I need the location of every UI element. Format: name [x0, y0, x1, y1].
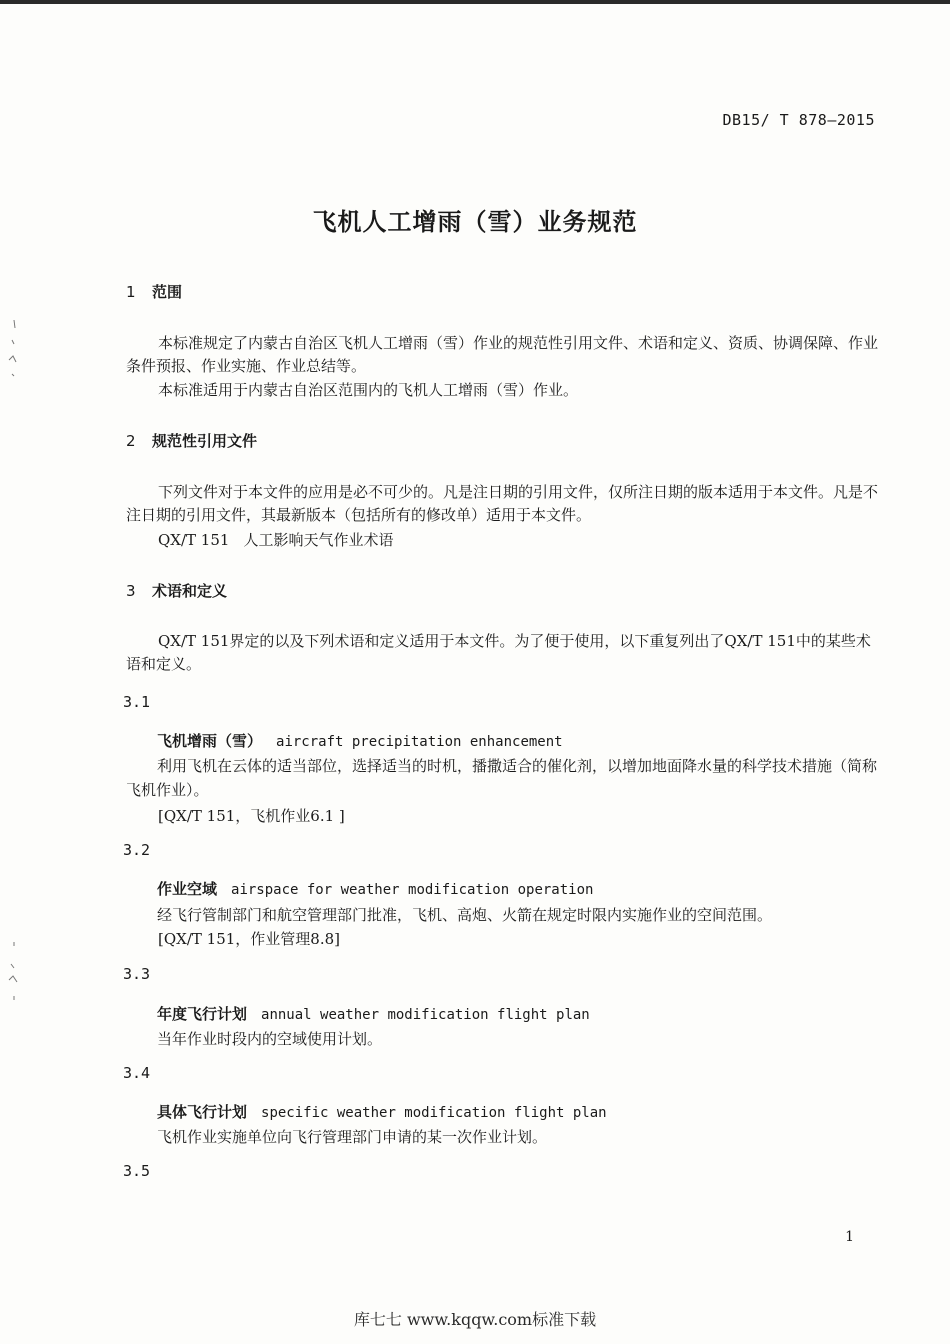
page-title: 飞机人工增雨（雪）业务规范	[312, 208, 638, 236]
term-number: 3.4	[123, 1064, 151, 1082]
paragraph-text: 本标准适用于内蒙古自治区范围内的飞机人工增雨（雪）作业。	[158, 381, 579, 399]
paragraph	[126, 630, 878, 676]
term-definition: 经飞行管制部门和航空管理部门批准，飞机、高炮、火箭在规定时限内实施作业的空间范围。	[157, 906, 773, 924]
term-zh: 作业空域	[157, 880, 218, 898]
page-number: 1	[845, 1229, 854, 1245]
term-number: 3.3	[123, 965, 151, 983]
term-definition: 利用飞机在云体的适当部位，选择适当的时机，播撒适合的催化剂，以增加地面降水量的科学技术措施（简称飞机作业）。	[126, 757, 878, 799]
term-definition: 飞机作业实施单位向飞行管理部门申请的某一次作业计划。	[157, 1128, 548, 1146]
section-number: 3	[126, 582, 136, 600]
term-heading	[157, 1003, 590, 1024]
term-heading	[157, 730, 563, 751]
doc-code: DB15/ T 878—2015	[722, 111, 875, 129]
term-source: [QX/T 151，作业管理8.8]	[158, 930, 340, 948]
term-zh: 年度飞行计划	[157, 1005, 248, 1023]
paragraph-text: 下列文件对于本文件的应用是必不可少的。凡是注日期的引用文件，仅所注日期的版本适用于本文件。凡是不注日期的引用文件，其最新版本（包括所有的修改单）适用于本文件。	[126, 483, 879, 524]
term-heading	[157, 878, 593, 899]
paragraph	[126, 332, 878, 378]
section-title: 范围	[152, 283, 183, 301]
term-number: 3.2	[123, 841, 151, 859]
footer-watermark: 库七七 www.kqqw.com标准下载	[353, 1310, 597, 1329]
term-number: 3.1	[123, 693, 151, 711]
paragraph	[126, 481, 878, 527]
term-zh: 具体飞行计划	[157, 1103, 248, 1121]
section-heading	[126, 281, 182, 302]
scan-mark	[6, 940, 20, 1000]
term-en: specific weather modification flight plan	[261, 1105, 607, 1121]
term-source: [QX/T 151，飞机作业6.1 ]	[158, 807, 345, 825]
paragraph-text: 本标准规定了内蒙古自治区飞机人工增雨（雪）作业的规范性引用文件、术语和定义、资质、协调保障、作业条件预报、作业实施、作业总结等。	[126, 334, 879, 375]
scan-mark	[6, 318, 20, 378]
section-title: 术语和定义	[152, 582, 228, 600]
term-en: aircraft precipitation enhancement	[276, 734, 563, 750]
top-border	[0, 0, 950, 4]
section-title: 规范性引用文件	[152, 432, 258, 450]
section-heading	[126, 580, 227, 601]
reference-name: 人工影响天气作业术语	[243, 531, 394, 549]
section-heading	[126, 430, 257, 451]
section-number: 2	[126, 432, 136, 450]
reference-code: QX/T 151	[158, 531, 230, 549]
term-heading	[157, 1101, 607, 1122]
term-en: airspace for weather modification operation	[231, 882, 594, 898]
term-number: 3.5	[123, 1162, 151, 1180]
reference-item	[158, 529, 393, 550]
term-zh: 飞机增雨（雪）	[157, 732, 263, 750]
term-en: annual weather modification flight plan	[261, 1007, 590, 1023]
term-definition: 当年作业时段内的空域使用计划。	[157, 1030, 383, 1048]
section-number: 1	[126, 283, 136, 301]
paragraph	[126, 379, 878, 402]
paragraph-text: QX/T 151界定的以及下列术语和定义适用于本文件。为了便于使用，以下重复列出了QX/T 151中的某些术语和定义。	[126, 632, 871, 673]
